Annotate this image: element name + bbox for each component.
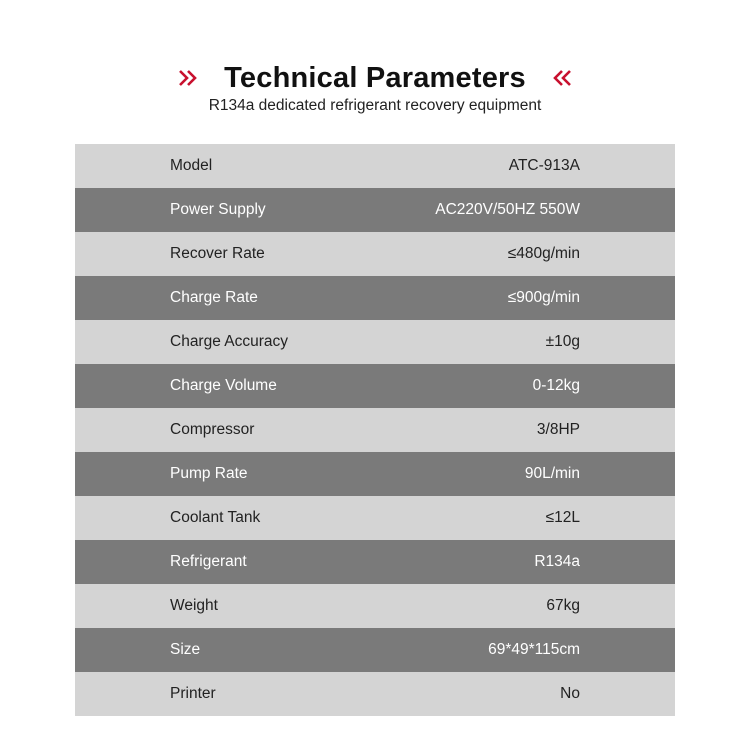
spec-value: ATC-913A: [508, 157, 580, 174]
page-header: [0, 58, 750, 98]
spec-value: 3/8HP: [536, 421, 580, 438]
spec-row-coolant-tank: [75, 496, 675, 540]
spec-value: 90L/min: [524, 465, 580, 482]
spec-value: ≤480g/min: [507, 245, 580, 262]
spec-label: Weight: [170, 597, 218, 614]
spec-row-size: [75, 628, 675, 672]
spec-row-charge-rate: [75, 276, 675, 320]
spec-row-model: [75, 144, 675, 188]
spec-label: Size: [170, 641, 201, 658]
spec-value: R134a: [534, 553, 580, 570]
spec-row-charge-accuracy: [75, 320, 675, 364]
spec-row-pump-rate: [75, 452, 675, 496]
double-chevron-right-icon: [178, 68, 204, 88]
spec-label: Charge Volume: [170, 377, 277, 394]
spec-row-weight: [75, 584, 675, 628]
page-subtitle: R134a dedicated refrigerant recovery equipment: [208, 97, 542, 114]
spec-value: No: [560, 685, 580, 702]
spec-value: ±10g: [545, 333, 580, 350]
spec-label: Recover Rate: [170, 245, 265, 262]
double-chevron-left-icon: [546, 68, 572, 88]
spec-label: Compressor: [170, 421, 255, 438]
spec-label: Refrigerant: [170, 553, 247, 570]
spec-label: Model: [170, 157, 213, 174]
spec-label: Charge Rate: [170, 289, 258, 306]
spec-value: ≤900g/min: [507, 289, 580, 306]
spec-value: ≤12L: [545, 509, 580, 526]
spec-row-charge-volume: [75, 364, 675, 408]
spec-row-compressor: [75, 408, 675, 452]
spec-label: Power Supply: [170, 201, 266, 218]
spec-label: Charge Accuracy: [170, 333, 289, 350]
spec-label: Printer: [170, 685, 216, 702]
spec-row-printer: [75, 672, 675, 716]
spec-value: 69*49*115cm: [488, 641, 580, 658]
spec-label: Coolant Tank: [170, 509, 261, 526]
spec-value: AC220V/50HZ 550W: [435, 201, 580, 218]
spec-row-power-supply: [75, 188, 675, 232]
spec-table: [75, 144, 675, 716]
spec-row-refrigerant: [75, 540, 675, 584]
spec-row-recover-rate: [75, 232, 675, 276]
spec-label: Pump Rate: [170, 465, 248, 482]
spec-value: 67kg: [546, 597, 580, 614]
spec-value: 0-12kg: [532, 377, 580, 394]
page-title: Technical Parameters: [224, 61, 526, 94]
